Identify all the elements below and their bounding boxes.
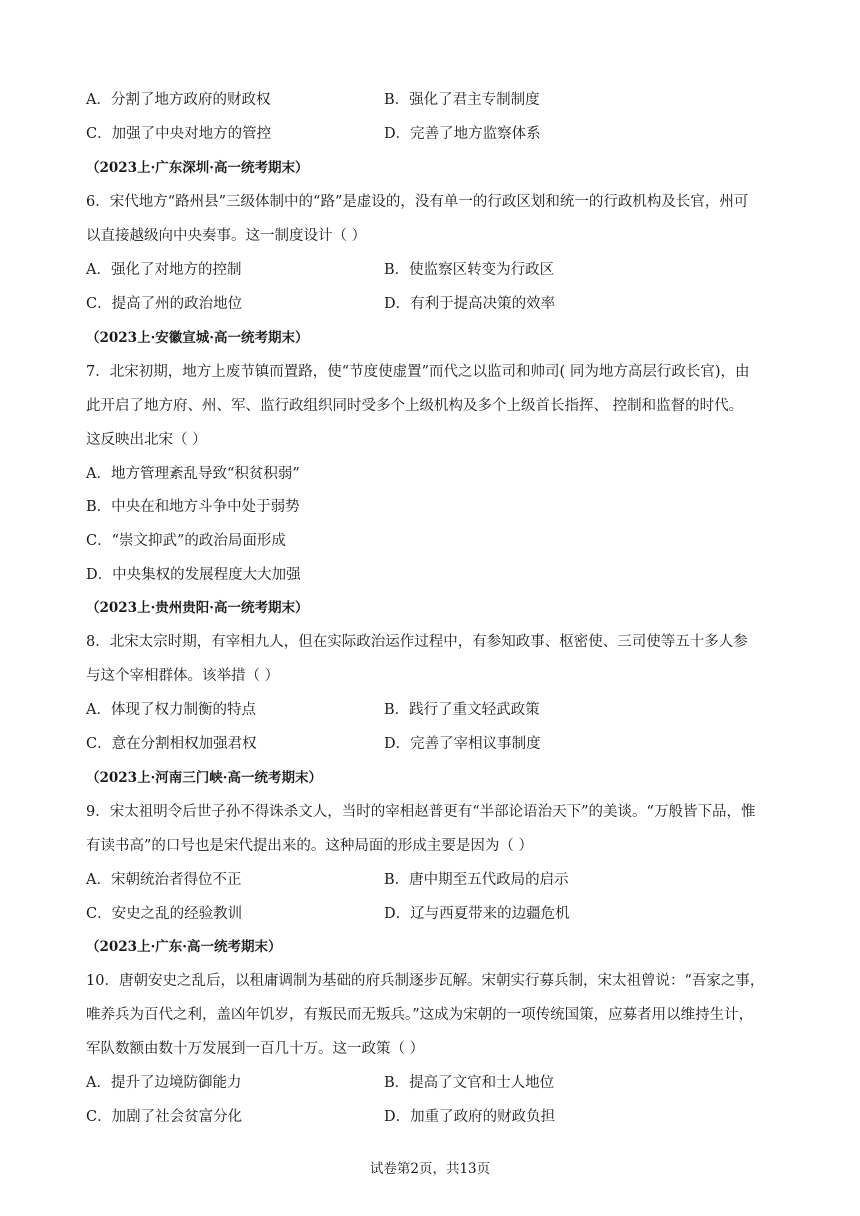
page-footer: 试卷第2页，共13页 [369, 1161, 491, 1177]
q6-option-d: D．有利于提高决策的效率 [384, 296, 556, 312]
q10-stem-line: 唯养兵为百代之利，盖凶年饥岁，有叛民而无叛兵。”这成为宋朝的一项传统国策，应募者用以维持生计， [86, 1007, 754, 1023]
q7-stem-line: 此开启了地方府、州、军、监行政组织同时受多个上级机构及多个上级首长指挥、 控制和监督的时代。 [86, 398, 744, 414]
q9-option-a: A．宋朝统治者得位不正 [86, 872, 242, 888]
q9-stem-line: 有读书高”的口号也是宋代提出来的。这种局面的形成主要是因为（ ） [86, 838, 534, 854]
q6-source: （2023上·广东深圳·高一统考期末） [86, 160, 309, 176]
q9-stem-line: 9．宋太祖明令后世子孙不得诛杀文人，当时的宰相赵普更有“半部论语治天下”的美谈。“万般皆下品，惟 [86, 804, 756, 820]
q10-option-b: B．提高了文官和士人地位 [384, 1075, 555, 1091]
q10-option-c: C．加剧了社会贫富分化 [86, 1109, 243, 1125]
q5-option-d: D．完善了地方监察体系 [384, 126, 541, 142]
q8-stem-line: 与这个宰相群体。该举措（ ） [86, 668, 280, 684]
q8-option-b: B．践行了重文轻武政策 [384, 702, 540, 718]
q7-stem-line: 7．北宋初期，地方上废节镇而置路，使“节度使虚置”而代之以监司和帅司( 同为地方高层行政长官)，由 [86, 364, 750, 380]
q9-option-d: D．辽与西夏带来的边疆危机 [384, 906, 570, 922]
q8-option-d: D．完善了宰相议事制度 [384, 736, 541, 752]
q7-option-a: A．地方管理紊乱导致“积贫积弱” [86, 466, 300, 482]
q5-option-b: B．强化了君主专制制度 [384, 92, 540, 108]
q10-stem-line: 军队数额由数十万发展到一百几十万。这一政策（ ） [86, 1041, 425, 1057]
q7-option-c: C．“崇文抑武”的政治局面形成 [86, 533, 286, 549]
q10-option-d: D．加重了政府的财政负担 [384, 1109, 556, 1125]
q8-stem-line: 8．北宋太宗时期，有宰相九人，但在实际政治运作过程中，有参知政事、枢密使、三司使等五十多人参 [86, 634, 748, 650]
q7-source: （2023上·安徽宣城·高一统考期末） [86, 330, 309, 346]
q6-stem-line: 以直接越级向中央奏事。这一制度设计（ ） [86, 228, 367, 244]
q9-option-c: C．安史之乱的经验教训 [86, 906, 243, 922]
q6-option-c: C．提高了州的政治地位 [86, 296, 243, 312]
q6-stem-line: 6．宋代地方“路州县”三级体制中的“路”是虚设的，没有单一的行政区划和统一的行政机构及长官，州可 [86, 194, 749, 210]
q9-source: （2023上·河南三门峡·高一统考期末） [86, 770, 322, 786]
q5-option-c: C．加强了中央对地方的管控 [86, 126, 272, 142]
q7-stem-line: 这反映出北宋（ ） [86, 432, 207, 448]
q8-option-c: C．意在分割相权加强君权 [86, 736, 257, 752]
q7-option-d: D．中央集权的发展程度大大加强 [86, 567, 301, 583]
q10-source: （2023上·广东·高一统考期末） [86, 939, 282, 955]
q9-option-b: B．唐中期至五代政局的启示 [384, 872, 569, 888]
q10-stem-line: 10．唐朝安史之乱后，以租庸调制为基础的府兵制逐步瓦解。宋朝实行募兵制，宋太祖曾说：“吾家之事， [86, 973, 765, 989]
q6-option-a: A．强化了对地方的控制 [86, 262, 242, 278]
q6-option-b: B．使监察区转变为行政区 [384, 262, 555, 278]
q8-source: （2023上·贵州贵阳·高一统考期末） [86, 600, 309, 616]
q5-option-a: A．分割了地方政府的财政权 [86, 92, 271, 108]
q10-option-a: A．提升了边境防御能力 [86, 1075, 242, 1091]
q8-option-a: A．体现了权力制衡的特点 [86, 702, 256, 718]
q7-option-b: B．中央在和地方斗争中处于弱势 [86, 499, 300, 515]
